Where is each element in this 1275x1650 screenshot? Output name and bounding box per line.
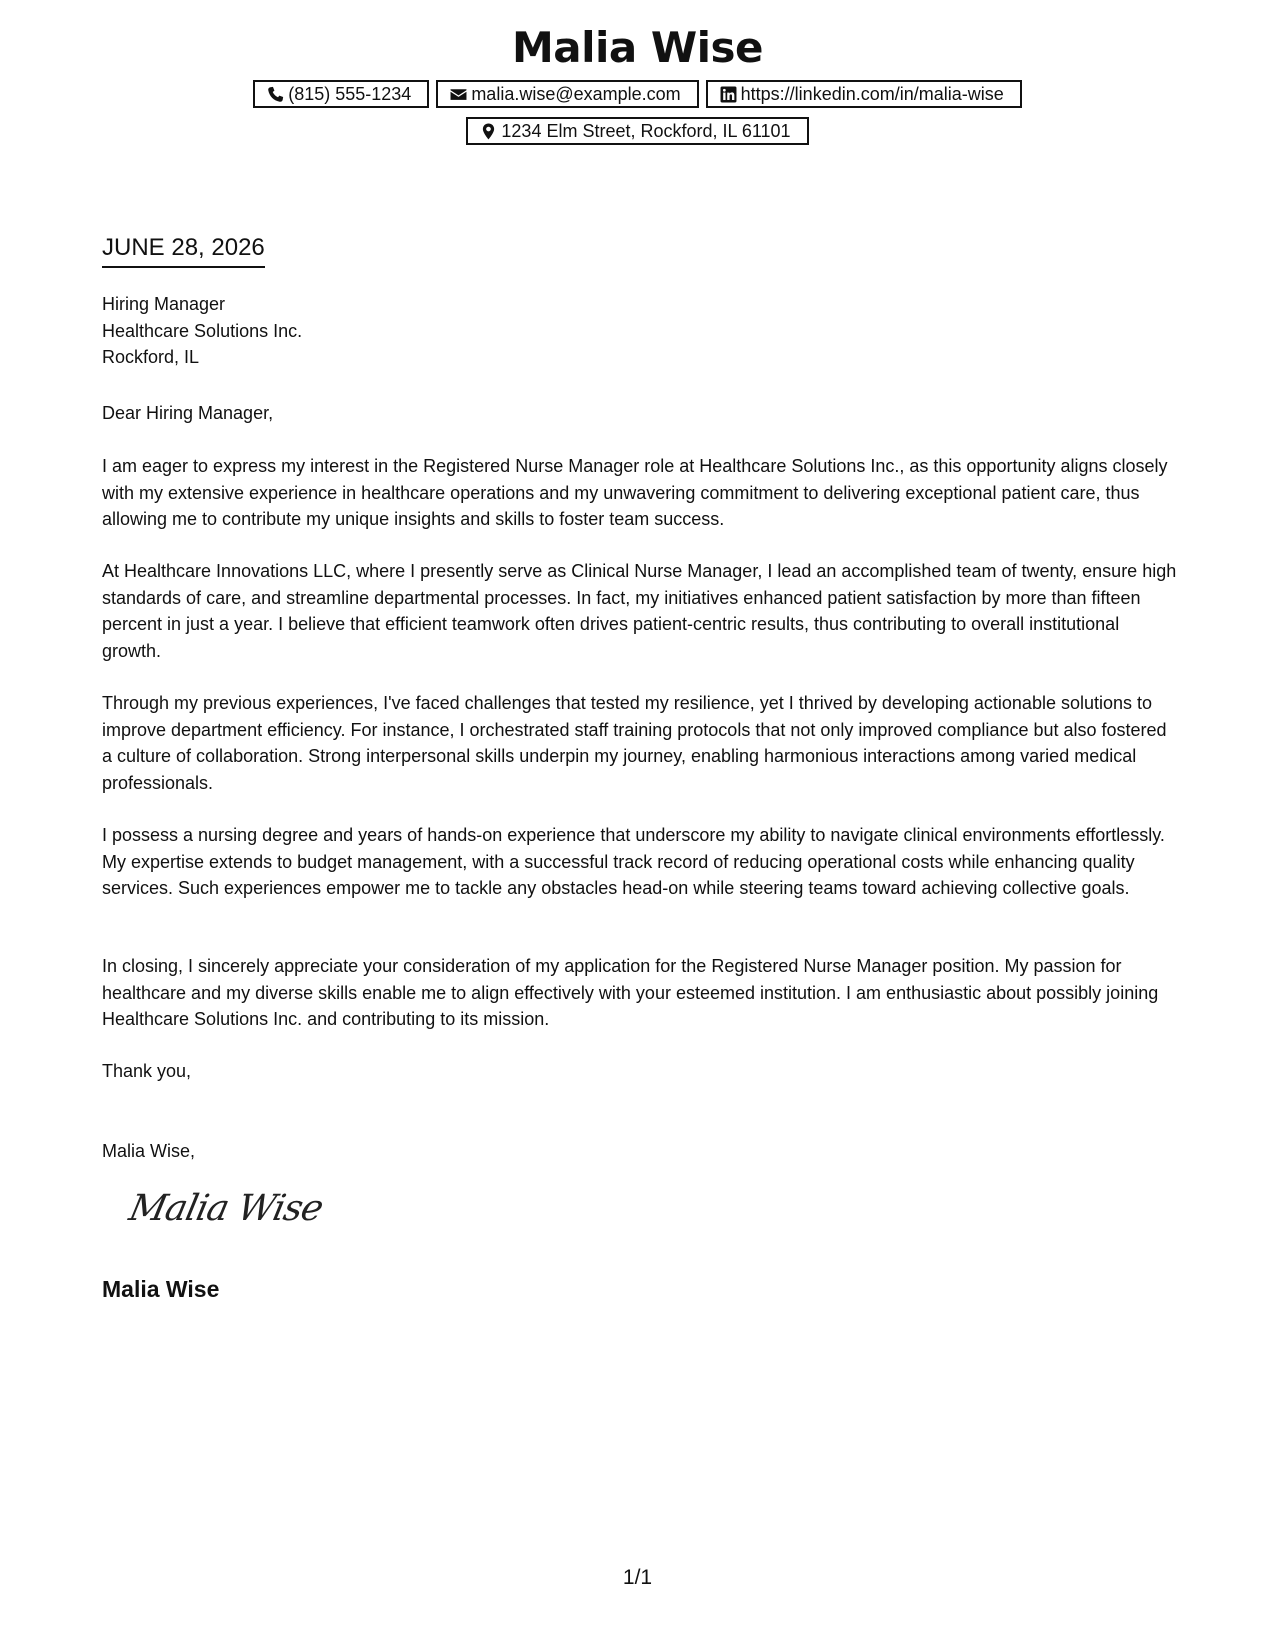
letter-date: JUNE 28, 2026 [102, 233, 265, 268]
phone-chip[interactable] [253, 80, 429, 108]
phone-text: (815) 555-1234 [288, 83, 412, 104]
email-chip[interactable] [436, 80, 698, 108]
handwritten-signature: Malia Wise [125, 1188, 327, 1229]
linkedin-icon [720, 86, 737, 103]
body-paragraph: I am eager to express my interest in the Registered Nurse Manager role at Healthcare Solutions Inc., as this opportunity aligns closely with my extensive experience in healthcare operations and my unwavering commitment to delivering exceptional patient care, thus allowing me to contribute my unique insights and skills to foster team success. [102, 456, 1168, 529]
linkedin-chip[interactable] [706, 80, 1022, 108]
sign-off-name: Malia Wise, [102, 1141, 196, 1161]
contact-row [0, 80, 1275, 108]
address-chip[interactable] [466, 117, 808, 145]
email-text: malia.wise@example.com [471, 83, 681, 104]
envelope-icon [450, 86, 467, 103]
recipient-title: Hiring Manager [102, 294, 226, 314]
contact-row-address [0, 117, 1275, 145]
printed-name: Malia Wise [102, 1276, 220, 1302]
recipient-block [102, 291, 1177, 371]
map-pin-icon [480, 123, 497, 140]
closing: Thank you, [102, 1061, 192, 1081]
linkedin-text: https://linkedin.com/in/malia-wise [740, 83, 1004, 104]
body-paragraph: In closing, I sincerely appreciate your consideration of my application for the Registered Nurse Manager position. My passion for healthcare and my diverse skills enable me to align effectively with your esteemed institution. I am enthusiastic about possibly joining Healthcare Solutions Inc. and contributing to its mission. [102, 956, 1159, 1029]
recipient-location: Rockford, IL [102, 347, 200, 367]
phone-icon [267, 86, 284, 103]
address-text: 1234 Elm Street, Rockford, IL 61101 [501, 120, 791, 141]
body-paragraph: At Healthcare Innovations LLC, where I presently serve as Clinical Nurse Manager, I lead an accomplished team of twenty, ensure high standards of care, and streamline departmental processes. In fact, my initiatives enhanced patient satisfaction by more than fifteen percent in just a year. I believe that efficient teamwork often drives patient-centric results, thus contributing to overall institutional growth. [102, 561, 1177, 661]
page-indicator: 1/1 [622, 1566, 653, 1589]
body-paragraph: I possess a nursing degree and years of hands-on experience that underscore my ability to navigate clinical environments effortlessly. My expertise extends to budget management, with a successful track record of reducing operational costs while enhancing quality services. Such experiences empower me to tackle any obstacles head-on while steering teams toward achieving collective goals. [102, 825, 1165, 898]
recipient-company: Healthcare Solutions Inc. [102, 320, 303, 341]
salutation: Dear Hiring Manager, [102, 403, 274, 423]
candidate-name: Malia Wise [511, 23, 764, 72]
body-paragraph: Through my previous experiences, I've faced challenges that tested my resilience, yet I thrived by developing actionable solutions to improve department efficiency. For instance, I orchestrated staff training protocols that not only improved compliance but also fostered a culture of collaboration. Strong interpersonal skills underpin my journey, enabling harmonious interactions among varied medical professionals. [102, 693, 1167, 793]
